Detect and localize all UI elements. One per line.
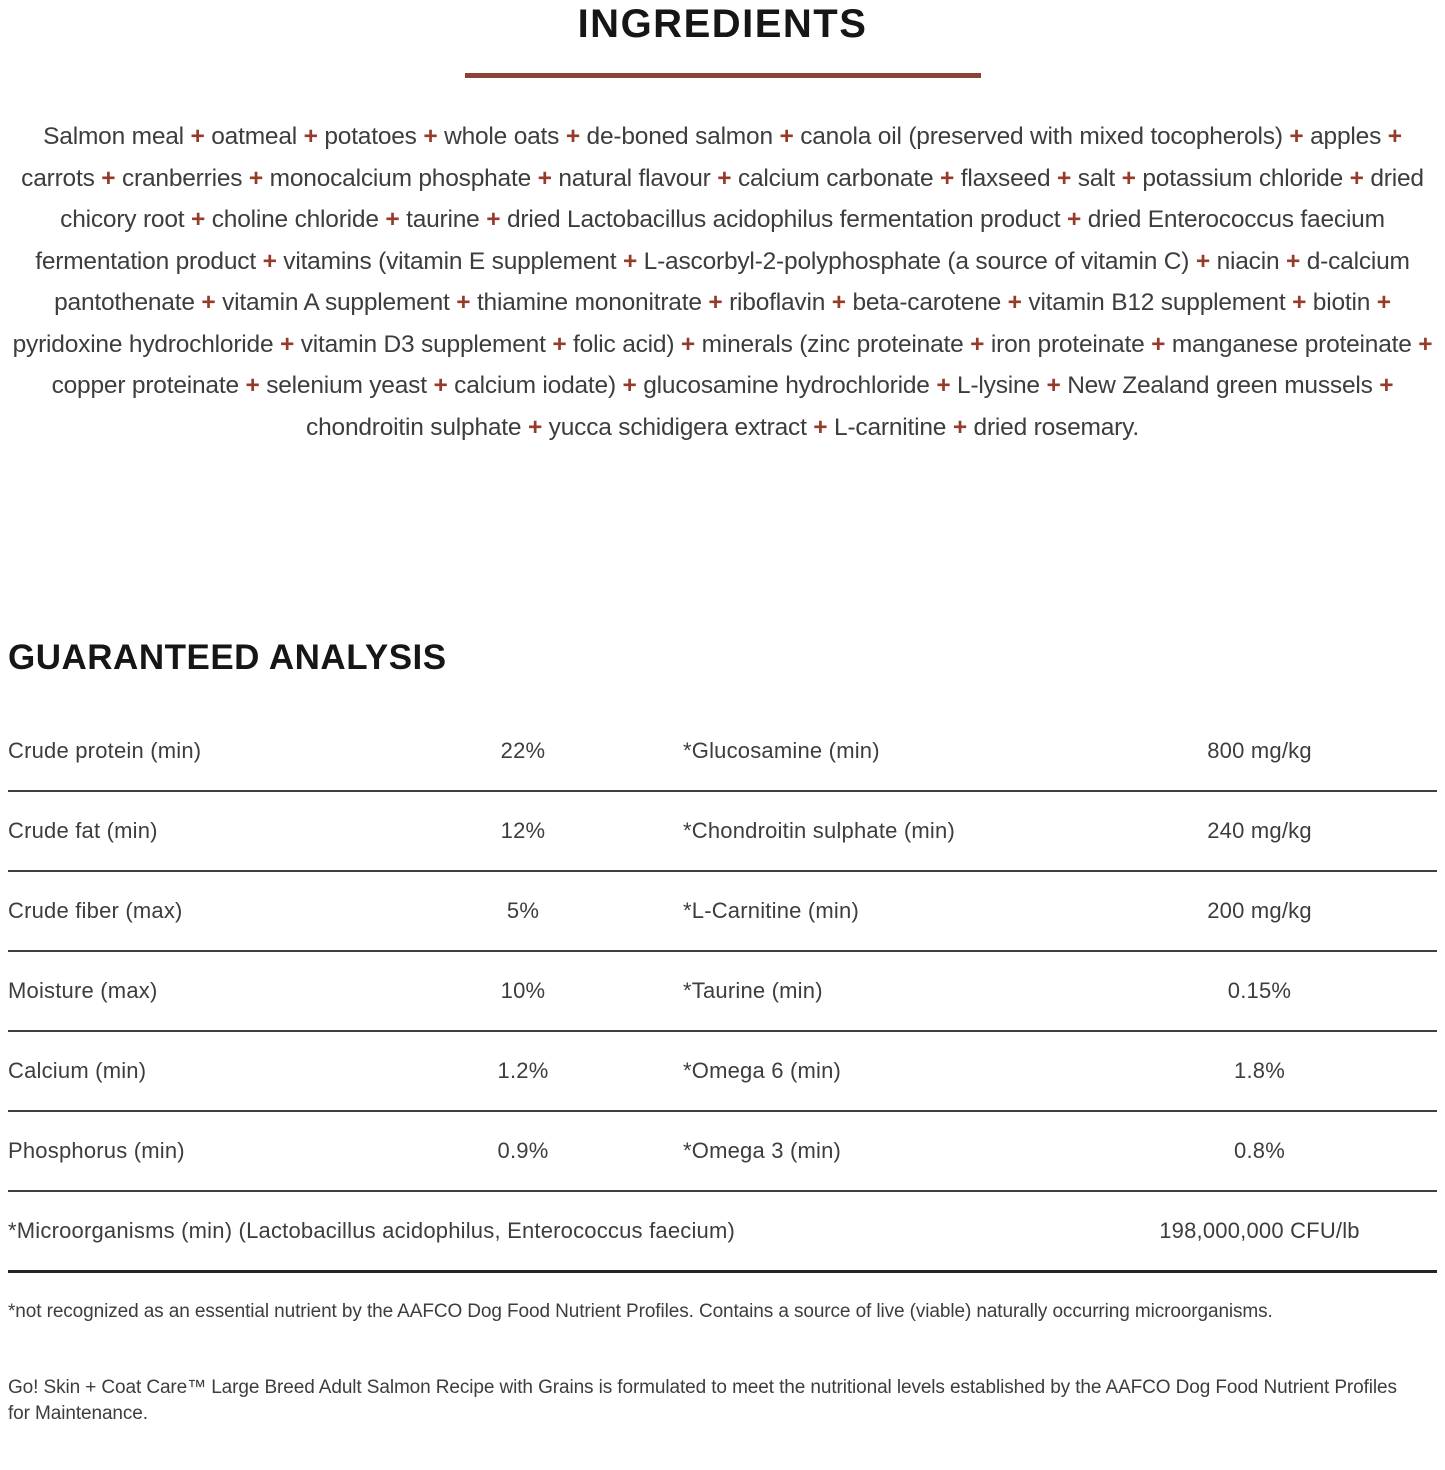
ingredient-item: chondroitin sulphate	[306, 413, 522, 441]
table-row	[8, 712, 1437, 792]
plus-separator: +	[248, 164, 264, 192]
ingredient-item: vitamin A supplement	[222, 289, 450, 316]
nutrient-label: Calcium (min)	[8, 1058, 147, 1083]
plus-separator: +	[622, 372, 637, 399]
ingredient-item: natural flavour	[558, 164, 711, 192]
plus-separator: +	[717, 164, 732, 192]
ingredient-item: New Zealand green mussels	[1067, 372, 1373, 399]
ingredient-item: potatoes	[324, 123, 417, 150]
plus-separator: +	[680, 330, 696, 358]
nutrient-label: *Chondroitin sulphate (min)	[683, 818, 955, 843]
nutrient-label: Crude fiber (max)	[8, 898, 183, 923]
ingredient-item: whole oats	[444, 123, 560, 150]
plus-separator: +	[940, 164, 955, 192]
nutrient-value: 22%	[500, 738, 546, 763]
plus-separator: +	[1289, 123, 1304, 150]
plus-separator: +	[201, 289, 216, 316]
table-row	[8, 952, 1437, 1032]
nutrient-value: 0.9%	[497, 1138, 549, 1163]
plus-separator: +	[565, 123, 580, 150]
table-row	[8, 1112, 1437, 1192]
ingredient-item: d-calcium pantothenate	[54, 247, 1410, 316]
microorganisms-value: 198,000,000 CFU/lb	[1159, 1218, 1360, 1243]
plus-separator: +	[527, 413, 543, 441]
plus-separator: +	[245, 372, 260, 399]
plus-separator: +	[1418, 330, 1433, 358]
ingredient-item: manganese proteinate	[1171, 330, 1412, 358]
ingredient-item: thiamine mononitrate	[476, 289, 702, 316]
plus-separator: +	[1349, 164, 1364, 192]
formulation-statement: Go! Skin + Coat Care™ Large Breed Adult Salmon Recipe with Grains is formulated to meet the nutritional levels established by the AAFCO Dog Food Nutrient Profiles for Maintenance.	[8, 1377, 1397, 1424]
nutrient-label: *Omega 3 (min)	[683, 1138, 842, 1163]
plus-separator: +	[1387, 123, 1402, 150]
nutrient-label: Phosphorus (min)	[8, 1138, 185, 1163]
plus-separator: +	[1046, 372, 1061, 399]
plus-separator: +	[279, 330, 295, 358]
ingredient-item: beta-carotene	[852, 289, 1002, 316]
ingredient-item: dried Enterococcus faecium fermentation product	[35, 206, 1385, 275]
nutrient-label: Crude fat (min)	[8, 818, 158, 843]
nutrient-value: 240 mg/kg	[1207, 818, 1312, 843]
ingredients-title-rule	[465, 73, 981, 78]
ingredient-item: dried rosemary.	[973, 413, 1139, 441]
plus-separator: +	[1066, 206, 1082, 233]
plus-separator: +	[708, 289, 723, 316]
ingredient-item: selenium yeast	[266, 372, 427, 399]
ingredients-paragraph	[10, 116, 1435, 448]
plus-separator: +	[813, 413, 828, 441]
nutrient-label: *Glucosamine (min)	[683, 738, 880, 763]
plus-separator: +	[433, 372, 448, 399]
table-row-microorganisms	[8, 1192, 1437, 1273]
ingredient-item: monocalcium phosphate	[269, 164, 532, 192]
ingredient-item: apples	[1310, 123, 1382, 150]
ingredient-item: cranberries	[121, 164, 243, 192]
ingredient-item: potassium chloride	[1142, 164, 1344, 192]
plus-separator: +	[1151, 330, 1166, 358]
nutrient-value: 0.15%	[1227, 978, 1292, 1003]
ingredient-item: de-boned salmon	[586, 123, 773, 150]
ingredient-item: calcium carbonate	[737, 164, 934, 192]
ingredients-title: INGREDIENTS	[577, 2, 868, 46]
ingredient-item: folic acid)	[573, 330, 675, 358]
nutrient-value: 5%	[506, 898, 540, 923]
plus-separator: +	[423, 123, 438, 150]
ingredient-item: yucca schidigera extract	[548, 413, 807, 441]
plus-separator: +	[1379, 372, 1394, 399]
plus-separator: +	[552, 330, 567, 358]
ingredient-item: dried chicory root	[60, 164, 1424, 233]
table-row	[8, 872, 1437, 952]
ingredient-item: vitamin D3 supplement	[300, 330, 546, 358]
aafco-footnote: *not recognized as an essential nutrient by the AAFCO Dog Food Nutrient Profiles. Contains a source of live (viable) naturally occurring microorganisms.	[8, 1301, 1273, 1322]
plus-separator: +	[1007, 289, 1022, 316]
ingredient-item: L-lysine	[957, 372, 1040, 399]
plus-separator: +	[385, 206, 400, 233]
nutrient-value: 800 mg/kg	[1207, 738, 1312, 763]
ingredient-item: riboflavin	[729, 289, 826, 316]
ingredient-item: L-carnitine	[834, 413, 947, 441]
nutrient-value: 1.2%	[497, 1058, 549, 1083]
ingredient-item: calcium iodate)	[454, 372, 616, 399]
plus-separator: +	[1376, 289, 1391, 316]
plus-separator: +	[622, 247, 638, 275]
plus-separator: +	[1195, 247, 1210, 275]
plus-separator: +	[1286, 247, 1301, 275]
guaranteed-analysis-title: GUARANTEED ANALYSIS	[8, 638, 447, 677]
nutrient-value: 200 mg/kg	[1207, 898, 1312, 923]
plus-separator: +	[537, 164, 552, 192]
plus-separator: +	[1292, 289, 1307, 316]
plus-separator: +	[486, 206, 501, 233]
ingredient-item: Salmon meal	[43, 123, 184, 150]
ingredient-item: carrots	[21, 164, 95, 192]
ingredient-item: dried Lactobacillus acidophilus fermentation product	[506, 206, 1061, 233]
nutrient-value: 10%	[500, 978, 546, 1003]
nutrient-value: 12%	[500, 818, 546, 843]
ingredient-item: canola oil (preserved with mixed tocopherols)	[800, 123, 1283, 150]
nutrient-value: 0.8%	[1234, 1138, 1285, 1163]
plus-separator: +	[831, 289, 846, 316]
plus-separator: +	[456, 289, 471, 316]
ingredient-item: vitamin B12 supplement	[1028, 289, 1286, 316]
plus-separator: +	[101, 164, 116, 192]
ingredient-item: vitamins (vitamin E supplement	[283, 247, 617, 275]
ingredient-item: iron proteinate	[990, 330, 1145, 358]
nutrient-value: 1.8%	[1234, 1058, 1285, 1083]
ingredient-item: copper proteinate	[51, 372, 239, 399]
plus-separator: +	[779, 123, 794, 150]
ingredient-item: niacin	[1216, 247, 1280, 275]
plus-separator: +	[191, 206, 206, 233]
table-row	[8, 792, 1437, 872]
table-row	[8, 1032, 1437, 1112]
nutrient-label: *L-Carnitine (min)	[683, 898, 859, 923]
ingredient-item: L-ascorbyl-2-polyphosphate (a source of vitamin C)	[643, 247, 1190, 275]
label-page	[0, 2, 1445, 1470]
plus-separator: +	[1056, 164, 1072, 192]
plus-separator: +	[936, 372, 951, 399]
ingredient-item: biotin	[1312, 289, 1371, 316]
plus-separator: +	[262, 247, 277, 275]
ingredient-item: flaxseed	[960, 164, 1051, 192]
plus-separator: +	[970, 330, 985, 358]
nutrient-label: *Taurine (min)	[683, 978, 823, 1003]
ingredient-item: minerals (zinc proteinate	[701, 330, 964, 358]
ingredient-item: oatmeal	[211, 123, 298, 150]
microorganisms-label: *Microorganisms (min) (Lactobacillus acidophilus, Enterococcus faecium)	[8, 1218, 736, 1243]
ingredient-item: choline chloride	[211, 206, 379, 233]
ingredient-item: pyridoxine hydrochloride	[12, 330, 274, 358]
guaranteed-analysis-table	[8, 712, 1437, 1273]
plus-separator: +	[1121, 164, 1136, 192]
plus-separator: +	[303, 123, 318, 150]
plus-separator: +	[952, 413, 967, 441]
nutrient-label: Crude protein (min)	[8, 738, 202, 763]
ingredient-item: taurine	[406, 206, 480, 233]
nutrient-label: *Omega 6 (min)	[683, 1058, 842, 1083]
nutrient-label: Moisture (max)	[8, 978, 158, 1003]
plus-separator: +	[190, 123, 205, 150]
ingredient-item: glucosamine hydrochloride	[643, 372, 930, 399]
ingredient-item: salt	[1077, 164, 1116, 192]
